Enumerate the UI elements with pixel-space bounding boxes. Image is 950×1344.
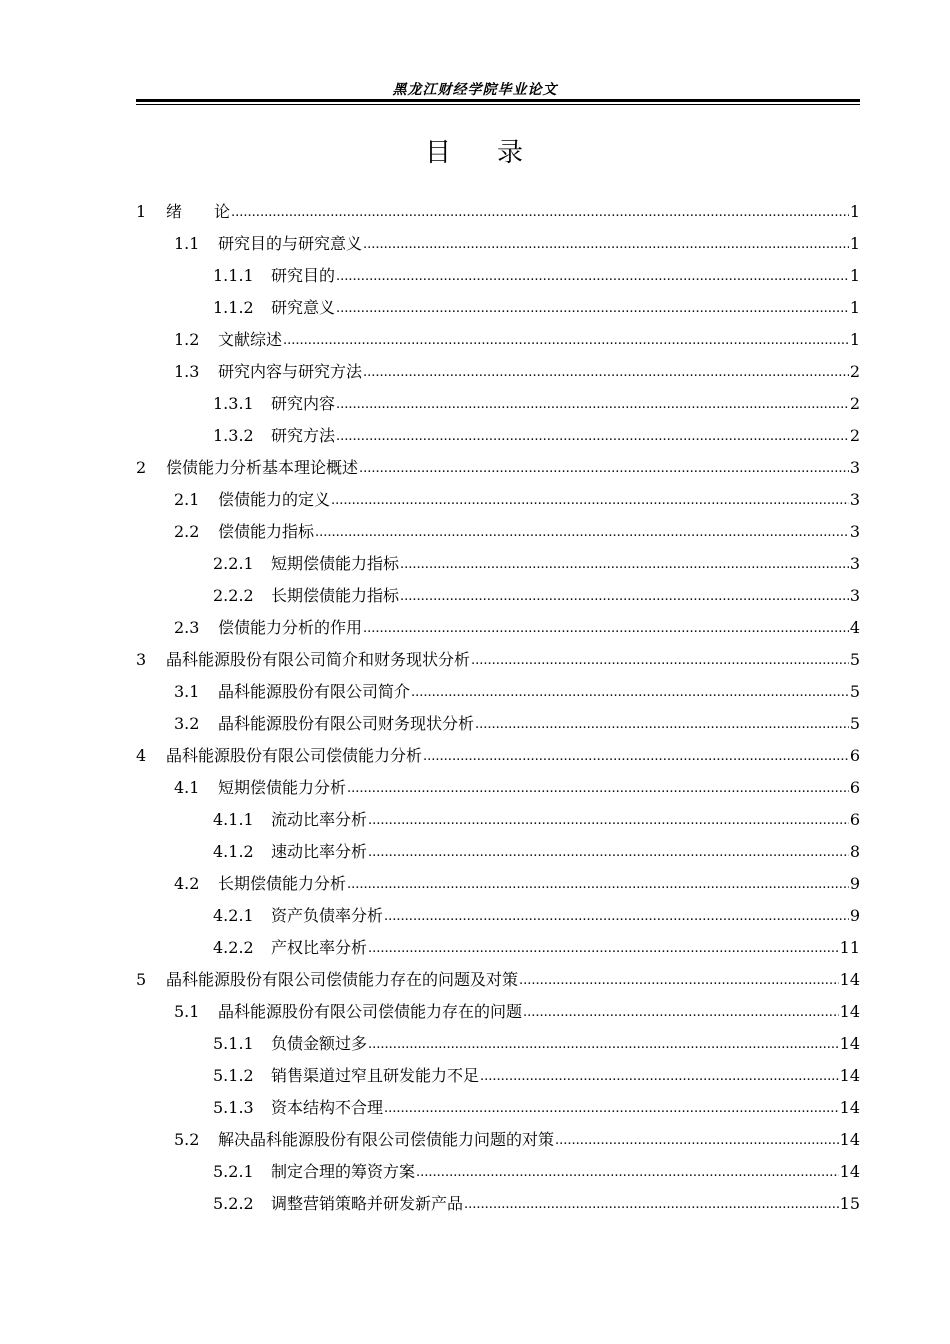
toc-entry-number: 4 [136, 746, 147, 765]
toc-entry-page: 6 [849, 810, 860, 829]
toc-leader-dots [359, 460, 849, 478]
toc-entry-page: 2 [849, 394, 860, 413]
toc-entry-number: 1.1.1 [213, 266, 254, 285]
toc-entry-number: 1.3.1 [213, 394, 254, 413]
toc-entry[interactable] [136, 830, 860, 862]
toc-entry-page: 9 [849, 906, 860, 925]
toc-leader-dots [231, 204, 849, 222]
toc-entry[interactable] [136, 542, 860, 574]
toc-leader-dots [519, 972, 839, 990]
toc-leader-dots [315, 524, 849, 542]
toc-entry-title: 研究方法 [271, 426, 336, 445]
toc-entry-title: 晶科能源股份有限公司简介和财务现状分析 [166, 650, 471, 669]
toc-entry[interactable] [136, 574, 860, 606]
toc-entry-title: 晶科能源股份有限公司偿债能力存在的问题 [218, 1002, 523, 1021]
header-rule-thick [136, 99, 860, 102]
toc-leader-dots [480, 1068, 839, 1086]
toc-entry-number: 2 [136, 458, 147, 477]
toc-entry-title: 产权比率分析 [271, 938, 368, 957]
toc-entry-page: 14 [839, 1002, 860, 1021]
toc-entry-page: 5 [849, 714, 860, 733]
toc-leader-dots [368, 844, 849, 862]
toc-entry-number: 4.1.1 [213, 810, 254, 829]
toc-entry[interactable] [136, 254, 860, 286]
toc-entry-title: 销售渠道过窄且研发能力不足 [271, 1066, 480, 1085]
toc-entry-title: 解决晶科能源股份有限公司偿债能力问题的对策 [218, 1130, 555, 1149]
toc-entry-number: 5.1.3 [213, 1098, 254, 1117]
toc-entry-number: 4.1 [174, 778, 200, 797]
toc-entry-number: 5.2.1 [213, 1162, 254, 1181]
toc-entry-title: 资产负债率分析 [271, 906, 384, 925]
toc-entry[interactable] [136, 1022, 860, 1054]
toc-entry-page: 9 [849, 874, 860, 893]
toc-leader-dots [384, 908, 849, 926]
toc-entry-page: 15 [839, 1194, 860, 1213]
toc-leader-dots [411, 684, 849, 702]
toc-entry-page: 1 [849, 298, 860, 317]
toc-leader-dots [336, 268, 849, 286]
toc-leader-dots [475, 716, 849, 734]
toc-entry-title: 研究内容 [271, 394, 336, 413]
toc-entry-page: 14 [839, 1130, 860, 1149]
toc-entry[interactable] [136, 510, 860, 542]
toc-entry-number: 2.2.1 [213, 554, 254, 573]
toc-entry-number: 4.2.1 [213, 906, 254, 925]
toc-leader-dots [363, 364, 849, 382]
toc-leader-dots [368, 940, 839, 958]
toc-entry[interactable] [136, 382, 860, 414]
toc-entry-page: 1 [849, 266, 860, 285]
toc-entry[interactable] [136, 1086, 860, 1118]
toc-entry-title: 研究意义 [271, 298, 336, 317]
toc-entry[interactable] [136, 926, 860, 958]
toc-entry[interactable] [136, 638, 860, 670]
toc-entry-title: 短期偿债能力分析 [218, 778, 347, 797]
toc-leader-dots [283, 332, 849, 350]
toc-entry-title: 短期偿债能力指标 [271, 554, 400, 573]
toc-entry-title: 晶科能源股份有限公司偿债能力分析 [166, 746, 423, 765]
toc-leader-dots [336, 300, 849, 318]
toc-entry[interactable] [136, 734, 860, 766]
toc-leader-dots [523, 1004, 839, 1022]
toc-entry-title: 调整营销策略并研发新产品 [271, 1194, 464, 1213]
toc-entry-title: 长期偿债能力指标 [271, 586, 400, 605]
toc-entry[interactable] [136, 350, 860, 382]
toc-leader-dots [384, 1100, 839, 1118]
toc-entry-page: 1 [849, 330, 860, 349]
toc-entry[interactable] [136, 1118, 860, 1150]
toc-entry[interactable] [136, 894, 860, 926]
toc-leader-dots [423, 748, 849, 766]
toc-entry-number: 1.1 [174, 234, 200, 253]
toc-entry[interactable] [136, 766, 860, 798]
toc-entry[interactable] [136, 1182, 860, 1214]
toc-leader-dots [400, 556, 849, 574]
toc-entry[interactable] [136, 702, 860, 734]
toc-entry-number: 2.3 [174, 618, 200, 637]
toc-leader-dots [471, 652, 849, 670]
toc-entry[interactable] [136, 414, 860, 446]
toc-entry-number: 3 [136, 650, 147, 669]
toc-entry-page: 14 [839, 1034, 860, 1053]
toc-leader-dots [555, 1132, 839, 1150]
toc-entry-title: 晶科能源股份有限公司财务现状分析 [218, 714, 475, 733]
toc-entry-page: 3 [849, 522, 860, 541]
toc-entry[interactable] [136, 606, 860, 638]
toc-entry-title: 晶科能源股份有限公司简介 [218, 682, 411, 701]
toc-leader-dots [347, 780, 849, 798]
toc-entry-number: 2.2.2 [213, 586, 254, 605]
page-header: 黑龙江财经学院毕业论文 [392, 82, 558, 98]
toc-entry-page: 2 [849, 362, 860, 381]
toc-entry-title: 偿债能力分析的作用 [218, 618, 363, 637]
toc-entry[interactable] [136, 286, 860, 318]
toc-title-char-1: 目 [424, 138, 453, 168]
toc-entry-title: 流动比率分析 [271, 810, 368, 829]
toc-entry-title: 偿债能力分析基本理论概述 [166, 458, 359, 477]
toc-entry-number: 1.3 [174, 362, 200, 381]
toc-entry[interactable] [136, 670, 860, 702]
toc-leader-dots [331, 492, 849, 510]
toc-entry-title: 资本结构不合理 [271, 1098, 384, 1117]
toc-entry-page: 3 [849, 586, 860, 605]
toc-entry-page: 14 [839, 1066, 860, 1085]
toc-entry-number: 5.1.1 [213, 1034, 254, 1053]
toc-leader-dots [336, 428, 849, 446]
toc-entry[interactable] [136, 990, 860, 1022]
toc-entry-page: 3 [849, 554, 860, 573]
toc-entry-page: 1 [849, 202, 860, 221]
toc-entry-title: 长期偿债能力分析 [218, 874, 347, 893]
toc-leader-dots [400, 588, 849, 606]
toc-leader-dots [363, 620, 849, 638]
toc-entry-number: 5.1 [174, 1002, 200, 1021]
toc-entry-title: 偿债能力指标 [218, 522, 315, 541]
toc-entry-number: 4.2.2 [213, 938, 254, 957]
header-rule-thin [136, 104, 860, 105]
toc-entry[interactable] [136, 1150, 860, 1182]
toc-leader-dots [368, 1036, 839, 1054]
toc-entry[interactable] [136, 446, 860, 478]
toc-entry-page: 6 [849, 778, 860, 797]
toc-entry-page: 14 [839, 1162, 860, 1181]
toc-leader-dots [416, 1164, 839, 1182]
toc-entry-page: 5 [849, 682, 860, 701]
toc-entry[interactable] [136, 798, 860, 830]
toc-entry-number: 3.1 [174, 682, 200, 701]
toc-entry-title: 晶科能源股份有限公司偿债能力存在的问题及对策 [166, 970, 519, 989]
toc-entry-number: 1.1.2 [213, 298, 254, 317]
toc-entry-title: 研究内容与研究方法 [218, 362, 363, 381]
toc-leader-dots [464, 1196, 839, 1214]
toc-entry-page: 2 [849, 426, 860, 445]
toc-entry[interactable] [136, 958, 860, 990]
toc-entry-title: 文献综述 [218, 330, 283, 349]
toc-entry-number: 5.2 [174, 1130, 200, 1149]
toc-entry-number: 1 [136, 202, 147, 221]
toc-entry-title: 研究目的与研究意义 [218, 234, 363, 253]
toc-entry-page: 11 [839, 938, 860, 957]
toc-entry-page: 3 [849, 458, 860, 477]
toc-entry-number: 5.2.2 [213, 1194, 254, 1213]
toc-entry-title: 偿债能力的定义 [218, 490, 331, 509]
toc-entry-number: 3.2 [174, 714, 200, 733]
toc-entry[interactable] [136, 190, 860, 222]
toc-list [136, 190, 860, 1214]
toc-entry[interactable] [136, 1054, 860, 1086]
toc-leader-dots [363, 236, 849, 254]
toc-entry-title: 负债金额过多 [271, 1034, 368, 1053]
toc-entry-number: 1.3.2 [213, 426, 254, 445]
toc-leader-dots [347, 876, 849, 894]
toc-entry-number: 5.1.2 [213, 1066, 254, 1085]
toc-entry-number: 1.2 [174, 330, 200, 349]
toc-entry[interactable] [136, 318, 860, 350]
toc-entry[interactable] [136, 862, 860, 894]
toc-entry-title: 速动比率分析 [271, 842, 368, 861]
toc-entry-title: 研究目的 [271, 266, 336, 285]
toc-title [0, 132, 950, 169]
toc-entry-page: 8 [849, 842, 860, 861]
toc-leader-dots [336, 396, 849, 414]
toc-entry-page: 14 [839, 970, 860, 989]
toc-entry-page: 3 [849, 490, 860, 509]
toc-entry-page: 5 [849, 650, 860, 669]
toc-entry-page: 14 [839, 1098, 860, 1117]
toc-entry-page: 1 [849, 234, 860, 253]
toc-leader-dots [368, 812, 849, 830]
toc-entry-number: 4.1.2 [213, 842, 254, 861]
toc-entry[interactable] [136, 478, 860, 510]
toc-entry-title: 绪 论 [166, 202, 231, 221]
toc-entry[interactable] [136, 222, 860, 254]
toc-entry-number: 2.1 [174, 490, 200, 509]
toc-entry-page: 4 [849, 618, 860, 637]
toc-entry-number: 2.2 [174, 522, 200, 541]
toc-entry-page: 6 [849, 746, 860, 765]
toc-entry-number: 5 [136, 970, 147, 989]
toc-entry-number: 4.2 [174, 874, 200, 893]
toc-title-char-2: 录 [497, 138, 526, 168]
toc-entry-title: 制定合理的筹资方案 [271, 1162, 416, 1181]
